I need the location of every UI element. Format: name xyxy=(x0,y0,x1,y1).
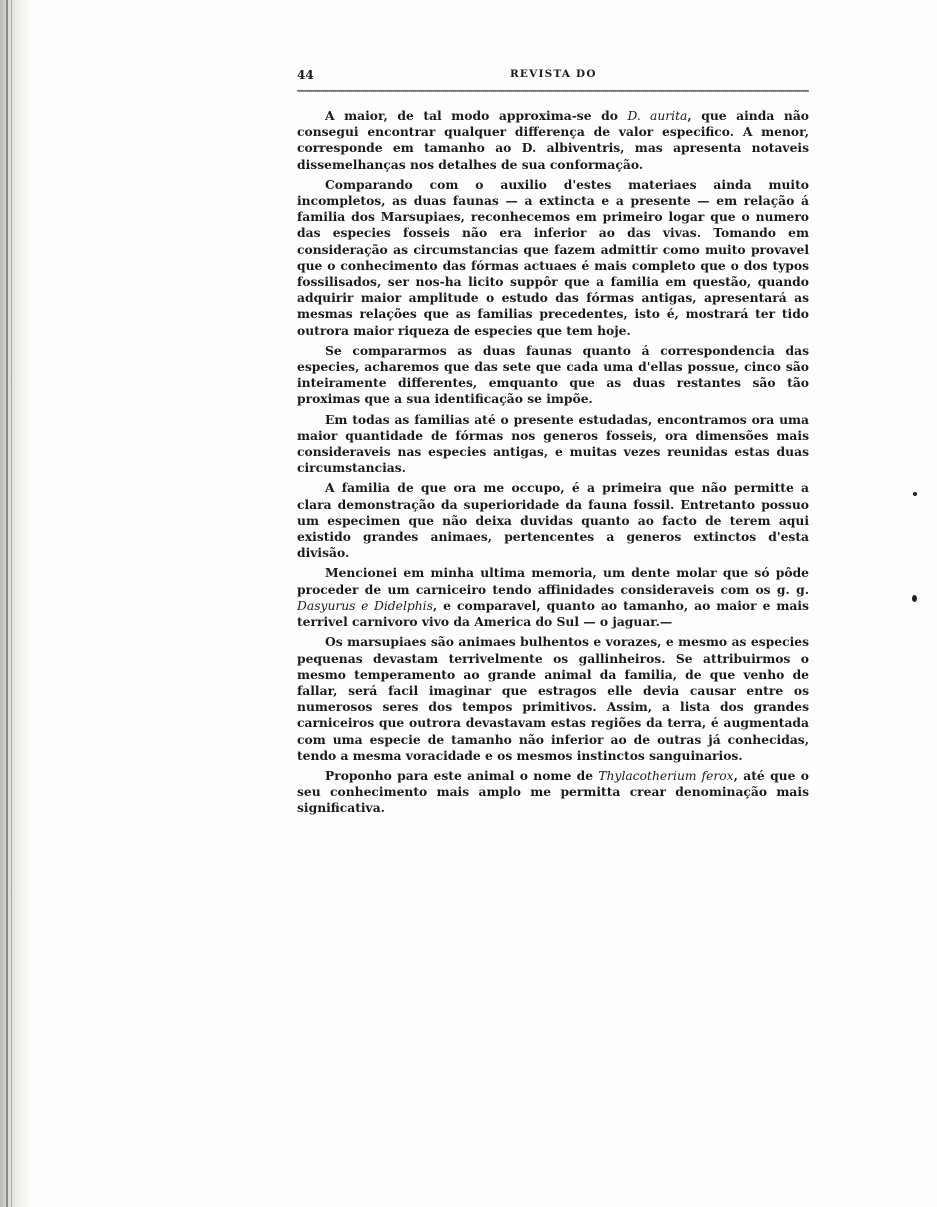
text-run: Se compararmos as duas faunas quanto á correspondencia das especies, acharemos que das sete que cada uma d'ellas possue, cinco são inteiramente differentes, emquanto que as duas restantes são tão proximas que a sua identificação se impõe. xyxy=(297,342,809,407)
scan-speck xyxy=(912,595,917,602)
text-run: Proponho para este animal o nome de xyxy=(325,767,599,783)
species-name: Thylacotherium ferox xyxy=(598,768,734,783)
text-run: A familia de que ora me occupo, é a primeira que não permitte a clara demonstração da superioridade da fauna fossil. Entretanto possuo um especimen que não deixa duvidas quanto ao facto de terem aqui existido grandes animaes, pertencentes a generos extinctos d'esta divisão. xyxy=(297,480,809,561)
text-run: Mencionei em minha ultima memoria, um dente molar que só pôde proceder de um carniceiro tendo affinidades consideraveis com os g. g. xyxy=(297,565,809,597)
genus-names: Dasyurus e Didelphis xyxy=(297,598,433,613)
paragraph xyxy=(297,412,809,477)
page xyxy=(297,62,809,821)
scan-speck xyxy=(913,492,917,496)
scan-shadow-line xyxy=(11,0,12,1207)
text-run: Os marsupiaes são animaes bulhentos e vorazes, e mesmo as especies pequenas devastam terrivelmente os gallinheiros. Se attribuirmos o mesmo temperamento ao grande animal da familia, de que venho de fallar, será facil imaginar que estragos elle devia causar entre os numerosos seres dos tempos primitivos. Assim, a lista dos grandes carniceiros que outrora devastavam estas regiões da terra, é augmentada com uma especie de tamanho não inferior ao de outras já conhecidas, tendo a mesma voracidade e os mesmos instinctos sanguinarios. xyxy=(297,634,809,763)
header-rule xyxy=(297,90,809,92)
text-run: , que ainda não consegui encontrar qualquer differença de valor especifico. A menor, corresponde em tamanho ao D. albiventris, mas apresenta notaveis dissemelhanças nos detalhes de sua conformação. xyxy=(297,108,809,172)
running-title: REVISTA DO xyxy=(510,68,597,80)
scan-left-edge xyxy=(0,0,30,1207)
text-run: , e comparavel, quanto ao tamanho, ao maior e mais terrivel carnivoro vivo da America do Sul — o jaguar.— xyxy=(297,597,809,630)
text-run: , até que o seu conhecimento mais amplo me permitta crear denominação mais significativa. xyxy=(297,767,809,816)
paragraph xyxy=(297,177,809,339)
article-body xyxy=(297,108,809,817)
running-head xyxy=(297,62,809,84)
paragraph xyxy=(297,343,809,408)
text-run: A maior, de tal modo approxima-se do xyxy=(325,108,628,123)
paragraph xyxy=(297,768,809,817)
page-number: 44 xyxy=(297,68,314,82)
scan-shadow-line xyxy=(6,0,8,1207)
text-run: Em todas as familias até o presente estudadas, encontramos ora uma maior quantidade de fórmas nos generos fosseis, ora dimensões mais consideraveis nas especies antigas, e muitas vezes reunidas estas duas circumstancias. xyxy=(297,411,809,476)
text-run: Comparando com o auxilio d'estes materiaes ainda muito incompletos, as duas faunas — a extincta e a presente — em relação á familia dos Marsupiaes, reconhecemos em primeiro logar que o numero das especies fosseis não era inferior ao das vivas. Tomando em consideração as circumstancias que fazem admittir como muito provavel que o conhecimento das fórmas actuaes é mais completo que o dos typos fossilisados, ser nos-ha licito suppôr que a familia em questão, quando adquirir maior amplitude o estudo das fórmas antigas, apresentará as mesmas relações que as familias precedentes, isto é, mostrará ter tido outrora maior riqueza de especies que tem hoje. xyxy=(297,176,809,338)
species-name: D. aurita xyxy=(627,109,688,123)
paragraph xyxy=(297,480,809,561)
paragraph xyxy=(297,634,809,764)
paragraph xyxy=(297,108,809,173)
paragraph xyxy=(297,565,809,630)
